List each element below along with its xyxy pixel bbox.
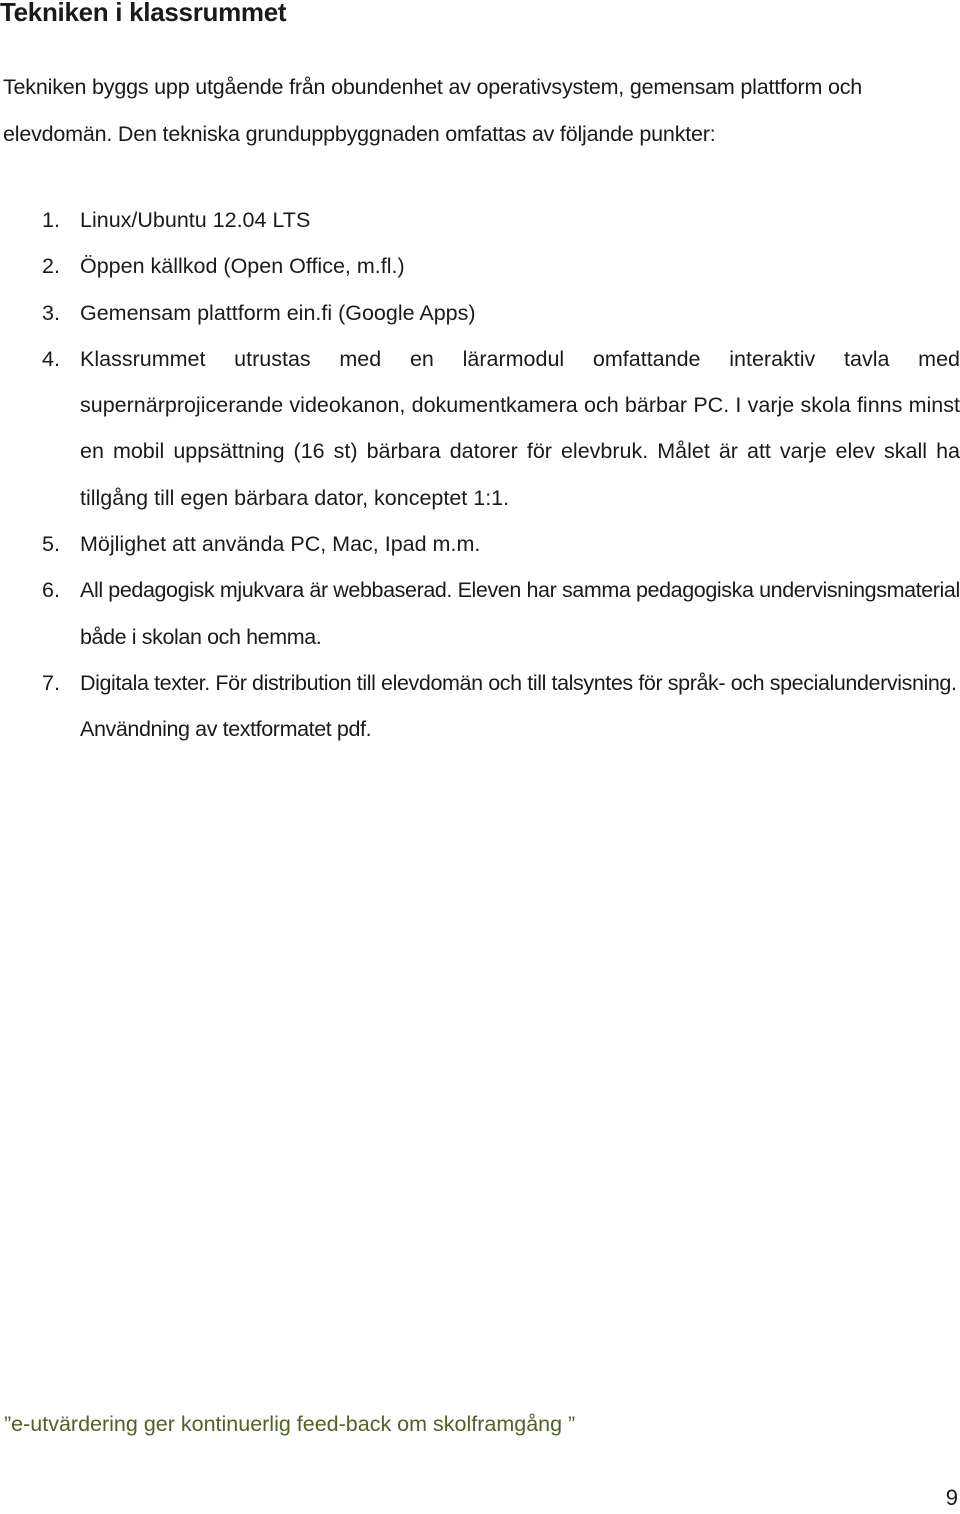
- list-item-number: 4.: [42, 346, 60, 371]
- list-item-text: Klassrummet utrustas med en lärarmodul omfattande interaktiv tavla med supernärprojicerande videokanon, dokumentkamera och bärbar PC. I varje skola finns minst en mobil uppsättning (16 st) bärbara datorer för elevbruk. Målet är att varje elev skall ha tillgång till egen bärbara dator, konceptet 1:1.: [80, 346, 960, 510]
- list-item-number: 1.: [42, 208, 60, 232]
- list-item-number: 7.: [42, 670, 60, 695]
- list-item-text: Öppen källkod (Open Office, m.fl.): [80, 254, 405, 279]
- list-item: [0, 197, 960, 243]
- list-item-text: Gemensam plattform ein.fi (Google Apps): [80, 300, 476, 325]
- list-item-text: Linux/Ubuntu 12.04 LTS: [80, 208, 311, 232]
- list-item-number: 6.: [42, 578, 60, 603]
- intro-paragraph: Tekniken byggs upp utgående från obundenhet av operativsystem, gemensam plattform och elevdomän. Den tekniska grunduppbyggnaden omfattas av följande punkter:: [3, 75, 863, 146]
- list-item-text: Möjlighet att använda PC, Mac, Ipad m.m.: [80, 532, 481, 557]
- list-item: [0, 521, 960, 567]
- footer-quote: ”e-utvärdering ger kontinuerlig feed-back om skolframgång ”: [4, 1412, 576, 1436]
- list-item: [0, 290, 960, 336]
- points-list: [0, 197, 960, 753]
- list-item-number: 2.: [42, 254, 60, 279]
- page-number: 9: [945, 1485, 958, 1510]
- list-item: [0, 243, 960, 289]
- list-item-number: 3.: [42, 300, 60, 325]
- list-item: [0, 567, 960, 660]
- list-item-text: Digitala texter. För distribution till elevdomän och till talsyntes för språk- och specialundervisning. Användning av textformatet pdf.: [80, 670, 957, 742]
- list-item: [0, 336, 960, 521]
- list-item-text: All pedagogisk mjukvara är webbaserad. Eleven har samma pedagogiska undervisningsmaterial både i skolan och hemma.: [80, 578, 960, 649]
- list-item-number: 5.: [42, 532, 60, 557]
- page-title: Tekniken i klassrummet: [0, 0, 287, 27]
- list-item: [0, 660, 960, 753]
